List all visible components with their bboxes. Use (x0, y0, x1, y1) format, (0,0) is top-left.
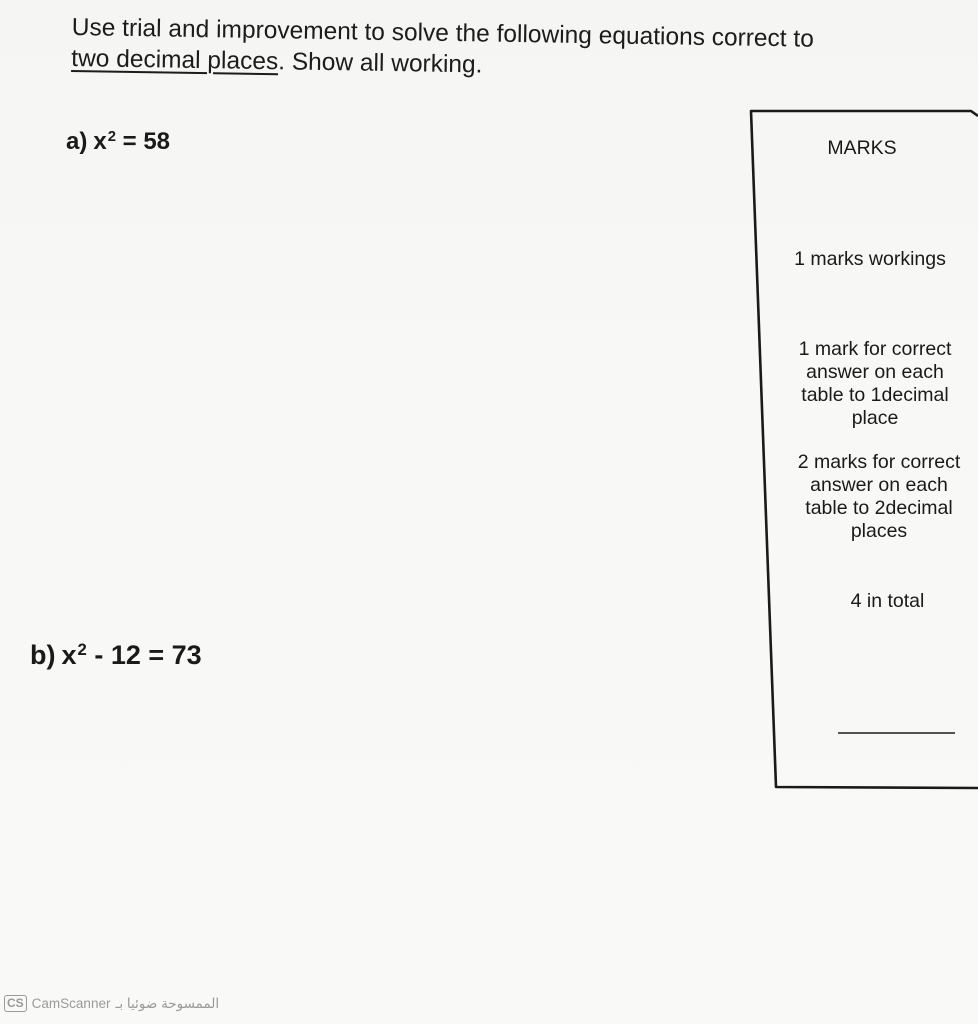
marks-two-decimal-line: places (850, 520, 908, 542)
marks-total: 4 in total (850, 590, 925, 612)
marks-one-decimal-line: place (851, 407, 899, 429)
camscanner-logo-icon: CS (4, 995, 27, 1012)
question-b-base: x (61, 640, 77, 671)
marks-one-decimal-line: table to 1decimal (801, 384, 949, 406)
camscanner-text: CamScanner (31, 996, 111, 1011)
question-b-rest: - 12 = 73 (86, 640, 202, 671)
underlined-phrase: two decimal places (71, 44, 279, 76)
question-a-base: x (93, 128, 107, 155)
marks-box-border (751, 111, 978, 788)
question-b (30, 640, 202, 671)
instructions (71, 12, 962, 88)
question-b-label: b) (30, 640, 56, 671)
instructions-line-2-rest: . Show all working. (278, 48, 483, 79)
question-a (66, 128, 170, 156)
question-b-exponent: 2 (77, 640, 87, 659)
question-a-label: a) (66, 128, 88, 155)
marks-two-decimal-line: table to 2decimal (805, 497, 953, 519)
instructions-line-1: Use trial and improvement to solve the following equations correct to (71, 13, 815, 53)
camscanner-arabic-text: الممسوحة ضوئيا بـ (115, 995, 220, 1011)
question-a-rest: = 58 (115, 128, 171, 155)
camscanner-watermark (4, 995, 219, 1012)
marks-heading: MARKS (827, 137, 897, 159)
marks-one-decimal (780, 338, 970, 430)
marks-one-decimal-line: answer on each (806, 361, 944, 383)
marks-workings: 1 marks workings (794, 248, 946, 270)
marks-two-decimal-line: answer on each (810, 474, 948, 496)
marks-one-decimal-line: 1 mark for correct (798, 338, 952, 360)
question-a-exponent: 2 (107, 128, 116, 145)
marks-two-decimal (782, 451, 976, 543)
marks-two-decimal-line: 2 marks for correct (797, 451, 961, 473)
